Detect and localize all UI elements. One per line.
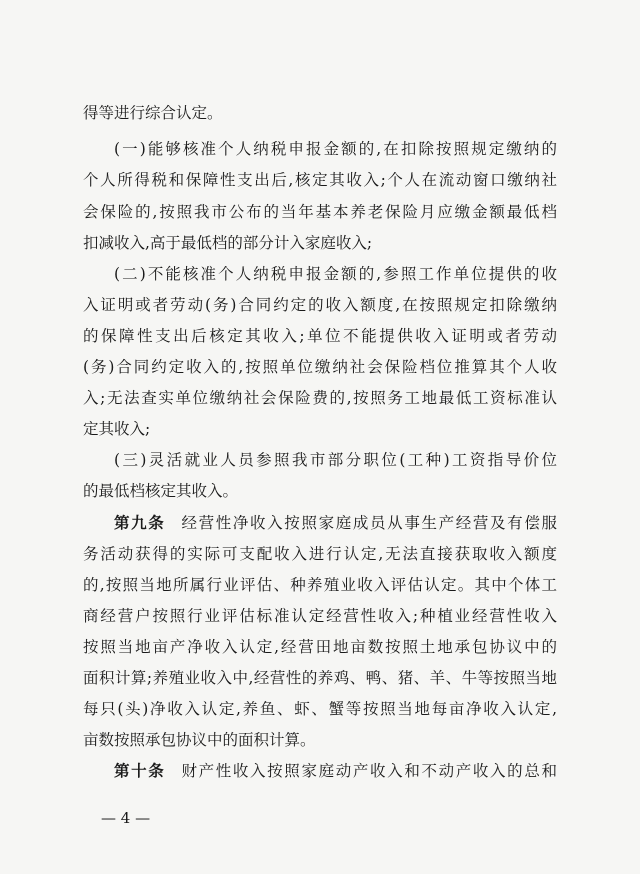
text-line: 亩数按照承包协议中的面积计算。 — [83, 731, 316, 749]
text-line: 得等进行综合认定。 — [83, 104, 223, 122]
text-line: (务)合同约定收入的,按照单位缴纳社会保险档位推算其个人收 — [83, 358, 557, 376]
text-line: 商经营户按照行业评估标准认定经营性收入;种植业经营性收入 — [83, 607, 557, 625]
text-line: 个人所得税和保障性支出后,核定其收入;个人在流动窗口缴纳社 — [83, 171, 557, 189]
text-line: 入;无法查实单位缴纳社会保险费的,按照务工地最低工资标准认 — [83, 389, 557, 407]
text-line: 务活动获得的实际可支配收入进行认定,无法直接获取收入额度 — [83, 545, 557, 563]
text-line — [114, 756, 557, 786]
text-line — [114, 508, 557, 538]
text-line: 扣减收入,高于最低档的部分计入家庭收入; — [83, 234, 373, 252]
text-line: 定其收入; — [83, 420, 151, 438]
page-number: — 4 — — [101, 809, 151, 827]
text-line: 的保障性支出后核定其收入;单位不能提供收入证明或者劳动 — [83, 327, 557, 345]
text-line: 每只(头)净收入认定,养鱼、虾、蟹等按照当地每亩净收入认定, — [83, 700, 557, 718]
text-line: 会保险的,按照我市公布的当年基本养老保险月应缴金额最低档 — [83, 203, 557, 221]
article-heading: 第十条 — [114, 762, 166, 780]
text-line: 按照当地亩产净收入认定,经营田地亩数按照土地承包协议中的 — [83, 638, 557, 656]
article-text: 经营性净收入按照家庭成员从事生产经营及有偿服 — [181, 514, 557, 532]
text-line: 入证明或者劳动(务)合同约定的收入额度,在按照规定扣除缴纳 — [83, 296, 557, 314]
text-line: (二)不能核准个人纳税申报金额的,参照工作单位提供的收 — [114, 265, 557, 283]
text-line: 的最低档核定其收入。 — [83, 482, 239, 500]
text-line: (三)灵活就业人员参照我市部分职位(工种)工资指导价位 — [114, 451, 557, 469]
text-line: 面积计算;养殖业收入中,经营性的养鸡、鸭、猪、羊、牛等按照当地 — [83, 669, 557, 687]
text-line: 的,按照当地所属行业评估、种养殖业收入评估认定。其中个体工 — [83, 576, 557, 594]
article-heading: 第九条 — [114, 514, 166, 532]
text-line: (一)能够核准个人纳税申报金额的,在扣除按照规定缴纳的 — [114, 140, 557, 158]
article-text: 财产性收入按照家庭动产收入和不动产收入的总和 — [181, 762, 557, 780]
